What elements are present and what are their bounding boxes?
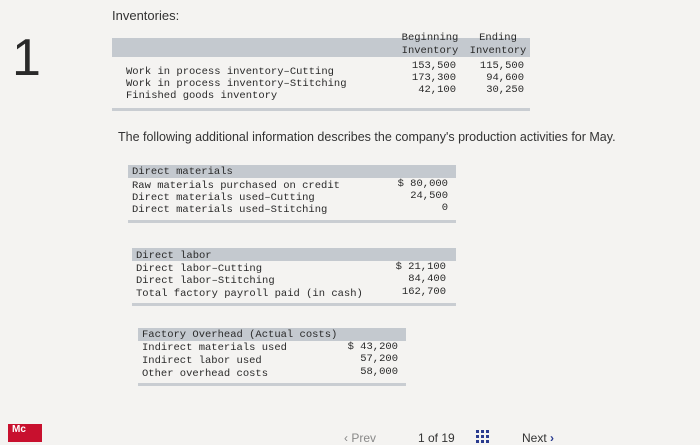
chevron-right-icon: ›: [546, 431, 555, 445]
overhead-value: $ 43,200: [347, 341, 398, 353]
beginning-value: 42,100: [418, 84, 456, 96]
beginning-value: 173,300: [411, 72, 456, 84]
beginning-inventory-header: Beginning Inventory: [401, 32, 459, 57]
labor-value: 84,400: [408, 273, 446, 285]
materials-row-label: Direct materials used–Cutting: [132, 192, 315, 204]
overhead-row-label: Indirect labor used: [142, 355, 262, 367]
inventory-row-label: Work in process inventory–Cutting: [126, 66, 334, 78]
factory-overhead-rule: [138, 383, 406, 386]
intro-text: The following additional information describes the company's production activities for May.: [118, 130, 616, 144]
chevron-left-icon: ‹: [344, 431, 352, 445]
direct-materials-header: Direct materials: [132, 166, 233, 178]
ending-value: 94,600: [486, 72, 524, 84]
direct-materials-rule: [128, 220, 456, 223]
ending-inventory-header: Ending Inventory: [469, 32, 527, 57]
ending-value: 30,250: [486, 84, 524, 96]
materials-value: 24,500: [410, 190, 448, 202]
labor-row-label: Direct labor–Cutting: [136, 263, 263, 275]
materials-row-label: Direct materials used–Stitching: [132, 204, 328, 216]
labor-row-label: Total factory payroll paid (in cash): [136, 288, 363, 300]
prev-button[interactable]: ‹ Prev: [344, 431, 377, 445]
ending-value: 115,500: [479, 60, 524, 72]
inventories-bottom-rule: [112, 108, 530, 111]
direct-labor-header: Direct labor: [136, 250, 212, 262]
labor-row-label: Direct labor–Stitching: [136, 275, 275, 287]
page-indicator[interactable]: 1 of 19: [418, 431, 455, 445]
overhead-row-label: Other overhead costs: [142, 368, 269, 380]
labor-value: 162,700: [401, 286, 446, 298]
section-title: Inventories:: [112, 8, 180, 23]
grid-icon[interactable]: [476, 430, 490, 442]
mcgraw-hill-logo: Mc: [8, 424, 42, 442]
labor-value: $ 21,100: [395, 261, 446, 273]
overhead-value: 58,000: [360, 366, 398, 378]
inventory-row-label: Work in process inventory–Stitching: [126, 78, 347, 90]
materials-row-label: Raw materials purchased on credit: [132, 180, 340, 192]
overhead-value: 57,200: [360, 353, 398, 365]
overhead-row-label: Indirect materials used: [142, 342, 287, 354]
materials-value: 0: [441, 202, 448, 214]
materials-value: $ 80,000: [397, 178, 448, 190]
direct-labor-rule: [132, 303, 456, 306]
factory-overhead-header: Factory Overhead (Actual costs): [142, 329, 338, 341]
step-number: 1: [12, 29, 41, 87]
next-button[interactable]: Next ›: [522, 431, 555, 445]
inventory-row-label: Finished goods inventory: [126, 90, 278, 102]
beginning-value: 153,500: [411, 60, 456, 72]
